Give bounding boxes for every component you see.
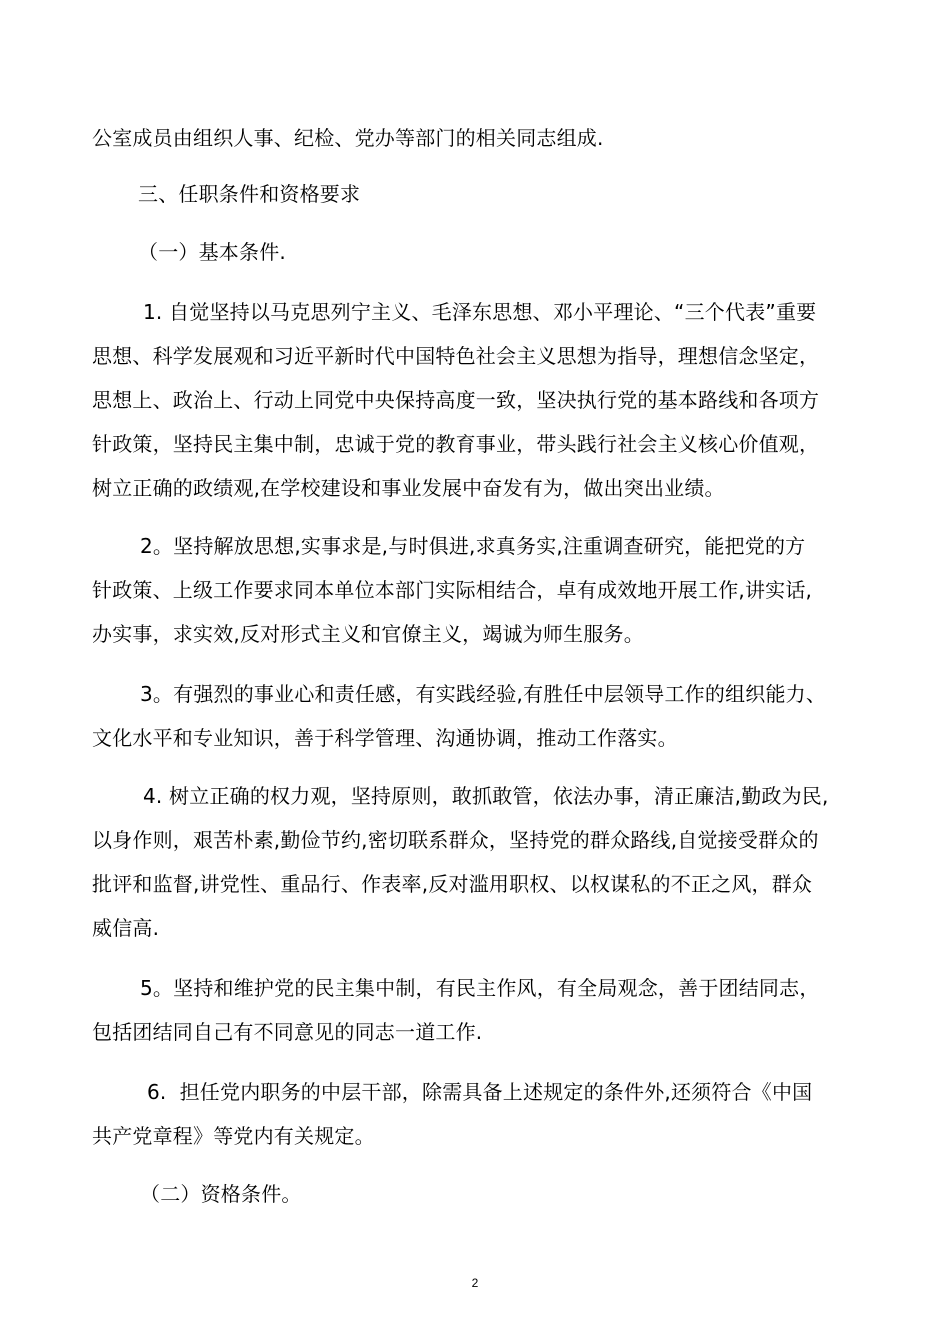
text-line: 文化水平和专业知识，善于科学管理、沟通协调，推动工作落实。 <box>92 726 678 750</box>
section-heading: 三、任职条件和资格要求 <box>138 182 361 206</box>
text-line: 共产党章程》等党内有关规定。 <box>92 1124 375 1148</box>
text-line: 针政策、上级工作要求同本单位本部门实际相结合，卓有成效地开展工作,讲实话, <box>92 578 813 602</box>
text-line: 4. 树立正确的权力观，坚持原则，敢抓敢管，依法办事，清正廉洁,勤政为民, <box>143 784 829 808</box>
text-line: 思想上、政治上、行动上同党中央保持高度一致，坚决执行党的基本路线和各项方 <box>92 388 820 412</box>
page-number: 2 <box>471 1276 479 1290</box>
text-line: 办实事，求实效,反对形式主义和官僚主义，竭诚为师生服务。 <box>92 622 644 646</box>
text-line: 2。坚持解放思想,实事求是,与时俱进,求真务实,注重调查研究，能把党的方 <box>140 534 806 558</box>
subsection-heading: （一）基本条件. <box>138 240 286 264</box>
text-line: 公室成员由组织人事、纪检、党办等部门的相关同志组成. <box>92 126 604 150</box>
text-line: 包括团结同自己有不同意见的同志一道工作. <box>92 1020 483 1044</box>
text-line: 批评和监督,讲党性、重品行、作表率,反对滥用职权、以权谋私的不正之风，群众 <box>92 872 813 896</box>
text-line: 5。坚持和维护党的民主集中制，有民主作风，有全局观念，善于团结同志， <box>140 976 820 1000</box>
text-line: 思想、科学发展观和习近平新时代中国特色社会主义思想为指导，理想信念坚定， <box>92 344 820 368</box>
text-line: 以身作则，艰苦朴素,勤俭节约,密切联系群众，坚持党的群众路线,自觉接受群众的 <box>92 828 819 852</box>
text-line: 1. 自觉坚持以马克思列宁主义、毛泽东思想、邓小平理论、“三个代表”重要 <box>143 300 817 324</box>
subsection-heading: （二）资格条件。 <box>140 1182 302 1206</box>
text-line: 针政策，坚持民主集中制，忠诚于党的教育事业，带头践行社会主义核心价值观， <box>92 432 820 456</box>
text-line: 树立正确的政绩观,在学校建设和事业发展中奋发有为，做出突出业绩。 <box>92 476 725 500</box>
text-line: 威信高. <box>92 916 160 940</box>
text-line: 6. 担任党内职务的中层干部，除需具备上述规定的条件外,还须符合《中国 <box>147 1080 813 1104</box>
text-line: 3。有强烈的事业心和责任感，有实践经验,有胜任中层领导工作的组织能力、 <box>140 682 827 706</box>
